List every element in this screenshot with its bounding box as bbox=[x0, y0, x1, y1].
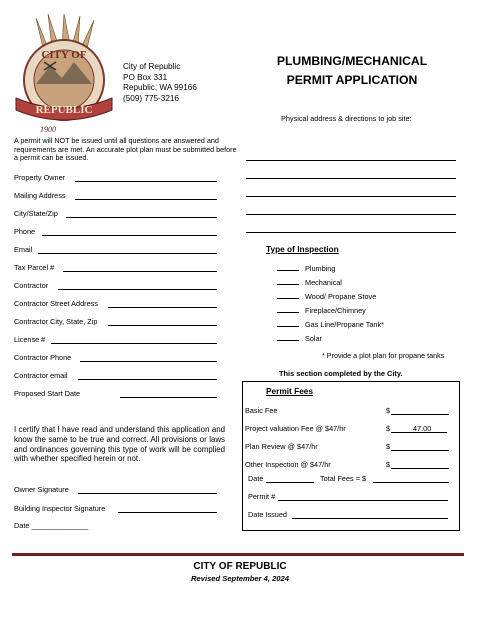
field-label-mailing-address: Mailing Address bbox=[14, 191, 66, 200]
city-state-zip-input[interactable] bbox=[66, 217, 217, 218]
plan-review-input[interactable] bbox=[391, 450, 449, 451]
city-address bbox=[123, 62, 233, 104]
field-label-tax-parcel: Tax Parcel # bbox=[14, 263, 55, 272]
contractor-email-input[interactable] bbox=[78, 379, 217, 380]
solar-checkbox[interactable] bbox=[277, 340, 299, 341]
fee-dollar: $ bbox=[386, 460, 391, 469]
notice-text: A permit will NOT be issued until all questions are answered and requirements are met. An accurate plot plan must be submitted before a permit can be issued. bbox=[14, 136, 237, 163]
city-seal-logo bbox=[14, 14, 118, 136]
job-site-line[interactable] bbox=[246, 160, 456, 161]
field-label-contractor: Contractor bbox=[14, 281, 49, 290]
propane-note: * Provide a plot plan for propane tanks bbox=[322, 351, 445, 360]
tax-parcel-input[interactable] bbox=[63, 271, 217, 272]
wood-stove-checkbox[interactable] bbox=[277, 298, 299, 299]
inspection-item-wood-stove: Wood/ Propane Stove bbox=[305, 292, 377, 301]
fee-dollar: $ bbox=[386, 442, 391, 451]
contractor-city-input[interactable] bbox=[108, 325, 217, 326]
field-label-contractor-street: Contractor Street Address bbox=[14, 299, 98, 308]
address-line: PO Box 331 bbox=[123, 72, 168, 82]
field-label-license: License # bbox=[14, 335, 46, 344]
logo-banner-text: REPUBLIC bbox=[35, 104, 93, 116]
inspection-item-fireplace: Fireplace/Chimney bbox=[305, 306, 366, 315]
field-label-email: Email bbox=[14, 245, 33, 254]
total-fees-label: Total Fees = $ bbox=[320, 474, 367, 483]
address-line: (509) 775-3216 bbox=[123, 93, 179, 103]
date-issued-label: Date Issued bbox=[248, 510, 287, 519]
address-line: City of Republic bbox=[123, 62, 181, 71]
start-date-input[interactable] bbox=[120, 397, 217, 398]
address-line: Republic, WA 99166 bbox=[123, 83, 197, 92]
field-label-start-date: Proposed Start Date bbox=[14, 389, 81, 398]
job-site-line[interactable] bbox=[246, 214, 456, 215]
job-site-line[interactable] bbox=[246, 178, 456, 179]
valuation-fee-value: 47.00 bbox=[413, 424, 432, 433]
signature-date-label: Date ______________ bbox=[14, 521, 89, 530]
title-line-2: PERMIT APPLICATION bbox=[286, 73, 418, 87]
fee-label-basic: Basic Fee bbox=[245, 406, 278, 415]
fee-label-other-inspection: Other Inspection @ $47/hr bbox=[245, 460, 331, 469]
inspection-item-plumbing: Plumbing bbox=[305, 264, 336, 273]
fee-dollar: $ bbox=[386, 424, 391, 433]
footer-bar bbox=[12, 553, 464, 556]
fee-label-plan-review: Plan Review @ $47/hr bbox=[245, 442, 318, 451]
owner-signature-label: Owner Signature bbox=[14, 485, 69, 494]
title-line-1: PLUMBING/MECHANICAL bbox=[276, 54, 428, 68]
field-label-contractor-city: Contractor City, State, Zip bbox=[14, 317, 98, 326]
owner-signature-input[interactable] bbox=[78, 493, 217, 494]
total-fees-input[interactable] bbox=[373, 482, 449, 483]
form-title bbox=[258, 52, 446, 90]
job-site-label: Physical address & directions to job site: bbox=[281, 114, 412, 123]
mailing-address-input[interactable] bbox=[75, 199, 217, 200]
phone-input[interactable] bbox=[42, 235, 217, 236]
field-label-property-owner: Property Owner bbox=[14, 173, 66, 182]
city-section-note: This section completed by the City. bbox=[279, 369, 403, 378]
inspection-heading: Type of Inspection bbox=[266, 244, 339, 254]
inspection-item-solar: Solar bbox=[305, 334, 323, 343]
contractor-street-input[interactable] bbox=[108, 307, 217, 308]
inspector-signature-input[interactable] bbox=[118, 512, 217, 513]
date-issued-input[interactable] bbox=[292, 518, 448, 519]
fee-date-input[interactable] bbox=[266, 482, 314, 483]
job-site-line[interactable] bbox=[246, 232, 456, 233]
gas-line-checkbox[interactable] bbox=[277, 326, 299, 327]
license-input[interactable] bbox=[51, 343, 217, 344]
plumbing-checkbox[interactable] bbox=[277, 270, 299, 271]
permit-number-input[interactable] bbox=[278, 500, 448, 501]
field-label-phone: Phone bbox=[14, 227, 36, 236]
field-label-contractor-email: Contractor email bbox=[14, 371, 68, 380]
inspector-signature-label: Building Inspector Signature bbox=[14, 504, 106, 513]
fee-label-valuation: Project valuation Fee @ $47/hr bbox=[245, 424, 346, 433]
logo-year: 1900 bbox=[40, 125, 56, 134]
logo-top-text: CITY OF bbox=[41, 49, 87, 61]
field-label-contractor-phone: Contractor Phone bbox=[14, 353, 72, 362]
certification-text: I certify that I have read and understand this application and know the same to be true and correct. All provisions or laws and ordinances governing this type of work will be complied with whether specified herein or not. bbox=[14, 425, 225, 464]
fireplace-checkbox[interactable] bbox=[277, 312, 299, 313]
mechanical-checkbox[interactable] bbox=[277, 284, 299, 285]
property-owner-input[interactable] bbox=[75, 181, 217, 182]
other-inspection-input[interactable] bbox=[391, 468, 449, 469]
fee-date-label: Date bbox=[248, 474, 264, 483]
contractor-phone-input[interactable] bbox=[80, 361, 217, 362]
inspection-item-gas-line: Gas Line/Propane Tank* bbox=[305, 320, 384, 329]
email-input[interactable] bbox=[38, 253, 217, 254]
inspection-item-mechanical: Mechanical bbox=[305, 278, 342, 287]
footer-revised: Revised September 4, 2024 bbox=[191, 574, 289, 583]
field-label-city-state-zip: City/State/Zip bbox=[14, 209, 58, 218]
permit-number-label: Permit # bbox=[248, 492, 276, 501]
footer-city: CITY OF REPUBLIC bbox=[193, 561, 287, 572]
fee-dollar: $ bbox=[386, 406, 391, 415]
contractor-input[interactable] bbox=[58, 289, 217, 290]
basic-fee-input[interactable] bbox=[391, 414, 449, 415]
permit-fees-box bbox=[242, 381, 460, 531]
fees-heading: Permit Fees bbox=[266, 386, 314, 396]
job-site-line[interactable] bbox=[246, 196, 456, 197]
